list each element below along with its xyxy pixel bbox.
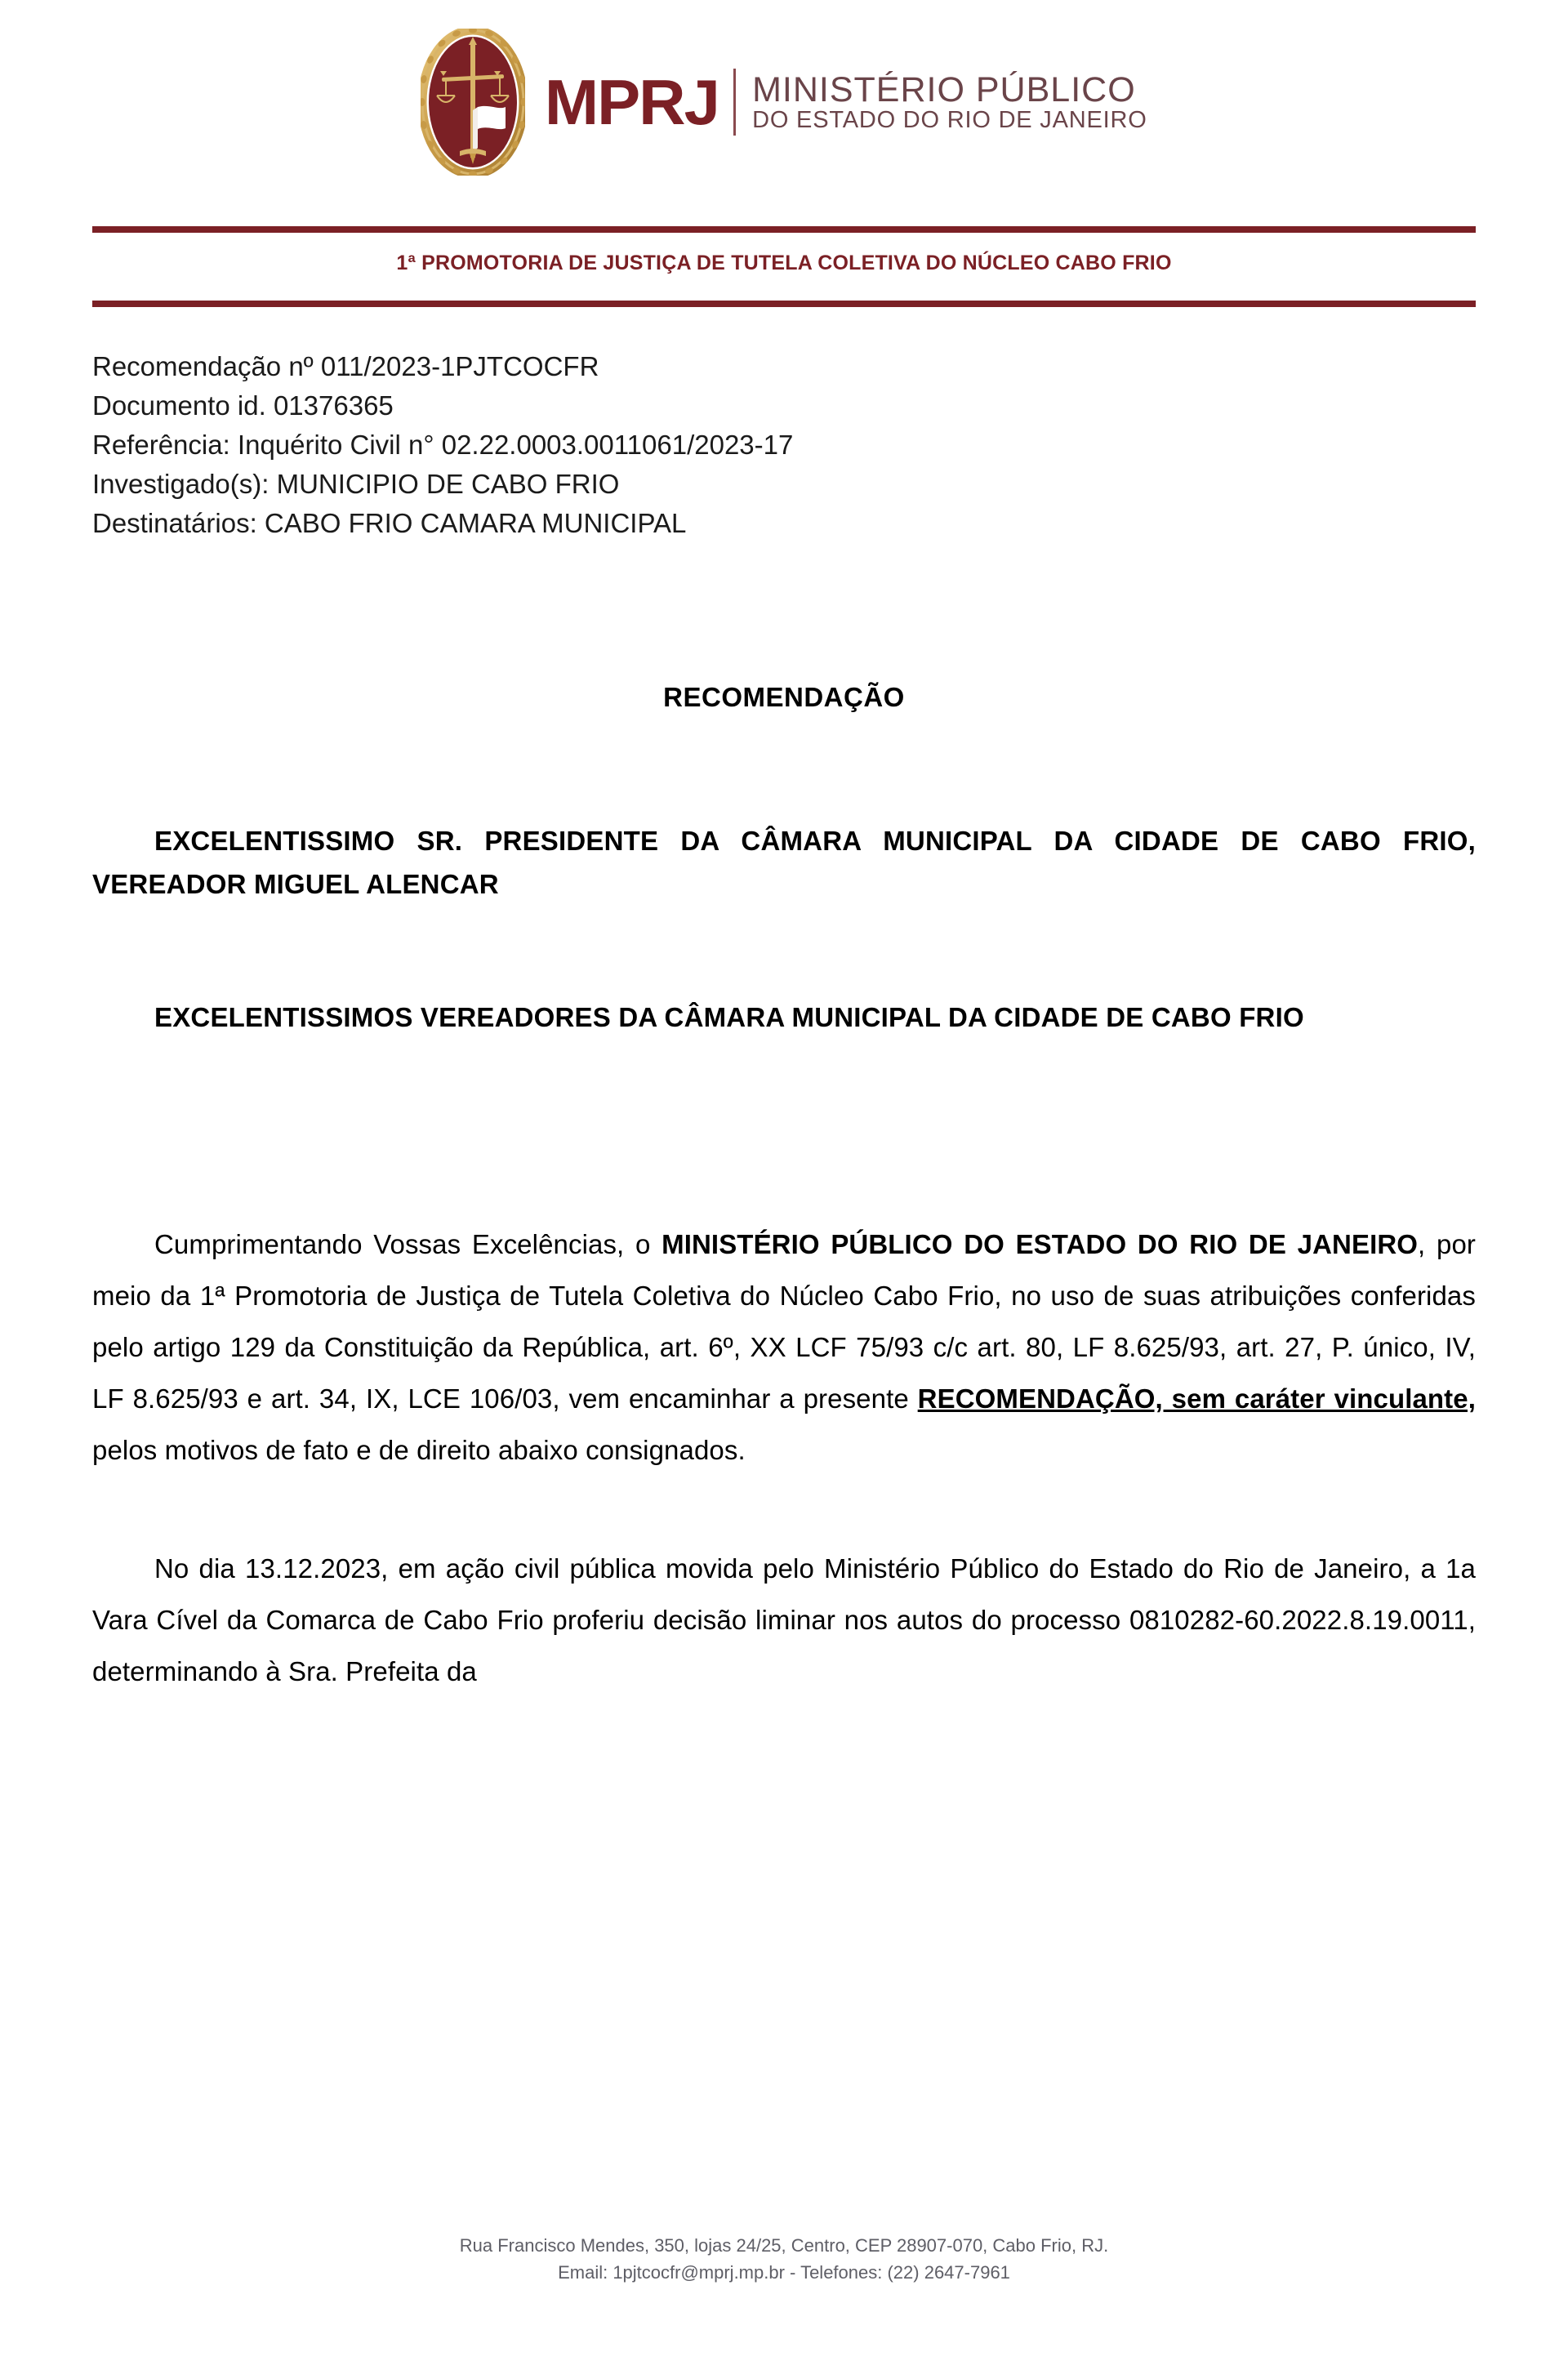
para1-segment-2: , por meio da 1ª Promotoria de Justiça de Tutela Coletiva do Núcleo Cabo Frio, no uso de suas atribuições conferidas pelo artigo 129 da Constituição da República, art. 6º, XX LCF 75/93 c/c art. 80, LF 8.625/93, art. 27, P. único, IV, LF 8.625/93 e art. 34, IX, LCE 106/03, vem encaminhar a presente — [92, 1229, 1476, 1414]
footer-contact: Email: 1pjtcocfr@mprj.mp.br - Telefones: (22) 2647-7961 — [558, 2262, 1010, 2283]
meta-recomendacao-number: Recomendação nº 011/2023-1PJTCOCFR — [92, 351, 599, 381]
wordmark-divider — [733, 69, 736, 136]
document-metadata — [92, 347, 1476, 543]
header-rule-top — [92, 226, 1476, 233]
page-footer — [92, 2232, 1476, 2286]
para1-underlined-recomendacao: RECOMENDAÇÃO, sem caráter vinculante, — [917, 1383, 1476, 1414]
promotoria-title: 1ª PROMOTORIA DE JUSTIÇA DE TUTELA COLETIVA DO NÚCLEO CABO FRIO — [396, 252, 1172, 274]
header-rule-bottom — [92, 301, 1476, 307]
addressee-vereadores: EXCELENTISSIMOS VEREADORES DA CÂMARA MUNICIPAL DA CIDADE DE CABO FRIO — [154, 1002, 1304, 1032]
mprj-justice-emblem-icon — [421, 29, 525, 176]
mprj-wordmark — [545, 66, 1147, 138]
meta-documento-id: Documento id. 01376365 — [92, 390, 394, 421]
wordmark-acronym: MPRJ — [545, 66, 719, 138]
para1-segment-3: pelos motivos de fato e de direito abaixo consignados. — [92, 1435, 746, 1465]
mprj-logo — [421, 29, 1147, 176]
wordmark-line-ministerio-publico: MINISTÉRIO PÚBLICO — [752, 69, 1136, 109]
letterhead — [0, 0, 1568, 204]
wordmark-line-estado-rio: DO ESTADO DO RIO DE JANEIRO — [752, 107, 1147, 134]
document-body — [92, 347, 1476, 1724]
footer-address: Rua Francisco Mendes, 350, lojas 24/25, Centro, CEP 28907-070, Cabo Frio, RJ. — [459, 2235, 1109, 2256]
addressee-president: EXCELENTISSIMO SR. PRESIDENTE DA CÂMARA MUNICIPAL DA CIDADE DE CABO FRIO, VEREADOR MIGUEL ALENCAR — [92, 826, 1476, 899]
wordmark-subtitle — [752, 69, 1147, 134]
meta-investigados: Investigado(s): MUNICIPIO DE CABO FRIO — [92, 469, 620, 499]
document-title: RECOMENDAÇÃO — [663, 682, 905, 712]
paragraph-greeting — [92, 1218, 1476, 1476]
para1-bold-mprj: MINISTÉRIO PÚBLICO DO ESTADO DO RIO DE JANEIRO — [662, 1229, 1419, 1259]
paragraph-liminar: No dia 13.12.2023, em ação civil pública movida pelo Ministério Público do Estado do Rio de Janeiro, a 1a Vara Cível da Comarca de Cabo Frio proferiu decisão liminar nos autos do processo 0810282-60.2022.8.19.0011, determinando à Sra. Prefeita da — [92, 1553, 1476, 1686]
para1-segment-1: Cumprimentando Vossas Excelências, o — [154, 1229, 662, 1259]
meta-referencia: Referência: Inquérito Civil n° 02.22.0003.0011061/2023-17 — [92, 430, 794, 460]
meta-destinatarios: Destinatários: CABO FRIO CAMARA MUNICIPAL — [92, 508, 687, 538]
